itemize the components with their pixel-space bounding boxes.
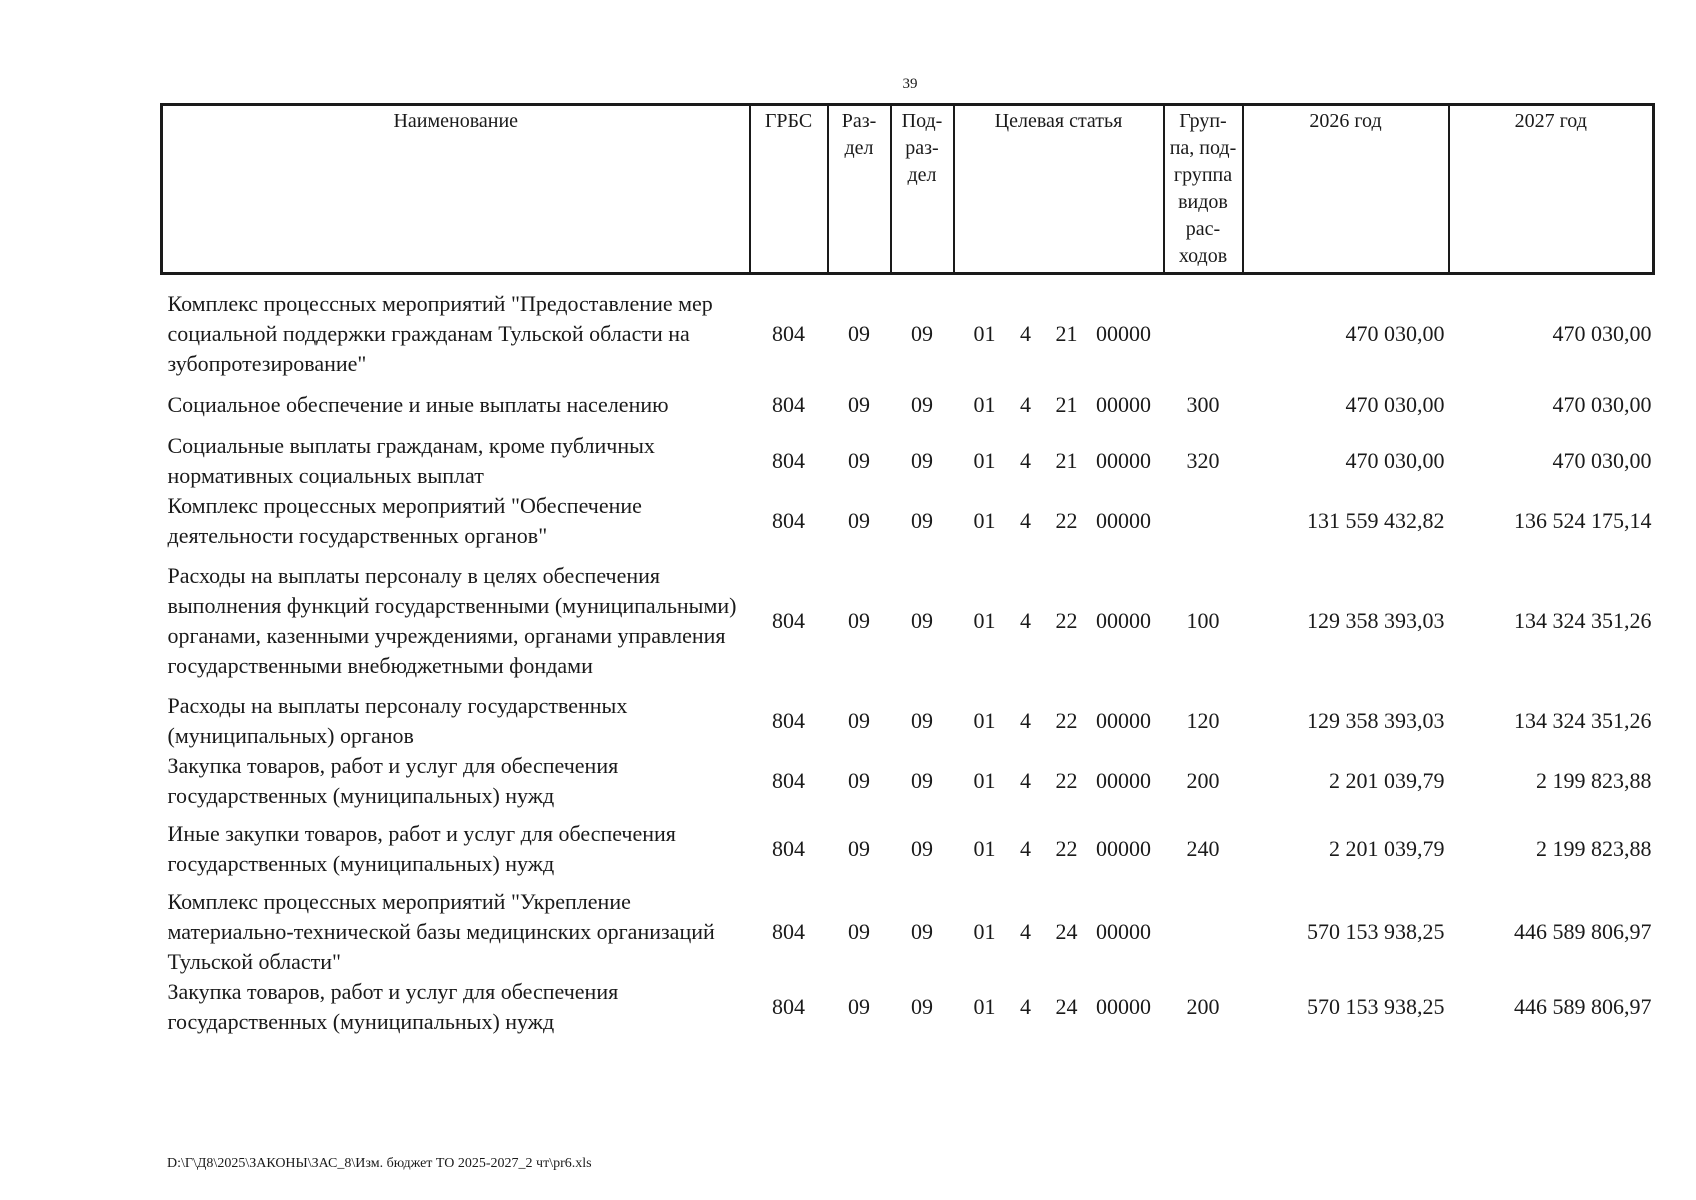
header-target-article: Целевая статья: [954, 105, 1164, 274]
target-type: 4: [1020, 768, 1031, 793]
target-program: 01: [973, 768, 996, 793]
row-expense-group: [1164, 289, 1243, 379]
target-program: 01: [973, 321, 996, 346]
target-element: 22: [1055, 708, 1078, 733]
row-razdel: 09: [848, 836, 870, 861]
row-2026: 2 201 039,79: [1329, 768, 1445, 793]
row-grbs: 804: [772, 994, 805, 1019]
header-2027: 2027 год: [1449, 105, 1654, 274]
target-element: 22: [1055, 768, 1078, 793]
row-target-article: [954, 491, 1164, 551]
budget-table: [160, 103, 1655, 1037]
row-expense-group: 200: [1186, 994, 1220, 1019]
row-name: Иные закупки товаров, работ и услуг для обеспечения государственных (муниципальных) нужд: [167, 821, 676, 876]
target-element: 21: [1055, 321, 1078, 346]
row-2026: 129 358 393,03: [1307, 608, 1445, 633]
row-razdel: 09: [848, 508, 870, 533]
row-razdel: 09: [848, 448, 870, 473]
target-program: 01: [973, 448, 996, 473]
target-direction: 00000: [1096, 608, 1151, 633]
header-razdel: Раз- дел: [828, 105, 891, 274]
row-target-article: [954, 379, 1164, 431]
target-program: 01: [973, 919, 996, 944]
target-type: 4: [1020, 994, 1031, 1019]
row-razdel: 09: [848, 608, 870, 633]
target-type: 4: [1020, 321, 1031, 346]
row-2027: 2 199 823,88: [1536, 836, 1652, 861]
row-expense-group: 200: [1186, 768, 1220, 793]
row-target-article: [954, 551, 1164, 691]
target-element: 21: [1055, 448, 1078, 473]
row-podrazdel: 09: [911, 708, 933, 733]
target-direction: 00000: [1096, 708, 1151, 733]
row-podrazdel: 09: [911, 836, 933, 861]
row-target-article: [954, 811, 1164, 887]
row-target-article: [954, 289, 1164, 379]
row-grbs: 804: [772, 448, 805, 473]
target-program: 01: [973, 708, 996, 733]
row-2027: 470 030,00: [1552, 448, 1652, 473]
row-name: Расходы на выплаты персоналу государственных (муниципальных) органов: [167, 693, 628, 748]
row-2027: 446 589 806,97: [1514, 994, 1652, 1019]
spacer-row: [162, 274, 1654, 290]
row-name: Комплекс процессных мероприятий "Укрепление материально-технической базы медицинских организаций Тульской области": [167, 889, 715, 974]
table-row: [162, 551, 1654, 691]
row-podrazdel: 09: [911, 392, 933, 417]
row-2026: 470 030,00: [1345, 392, 1445, 417]
target-direction: 00000: [1096, 836, 1151, 861]
row-2027: 2 199 823,88: [1536, 768, 1652, 793]
target-program: 01: [973, 508, 996, 533]
target-program: 01: [973, 994, 996, 1019]
row-target-article: [954, 691, 1164, 751]
table-row: [162, 691, 1654, 751]
row-2026: 470 030,00: [1345, 448, 1445, 473]
target-direction: 00000: [1096, 392, 1151, 417]
table-row: [162, 431, 1654, 491]
row-expense-group: [1164, 491, 1243, 551]
row-2026: 2 201 039,79: [1329, 836, 1445, 861]
header-podrazdel: Под- раз- дел: [891, 105, 954, 274]
target-direction: 00000: [1096, 321, 1151, 346]
header-name: Наименование: [162, 105, 750, 274]
row-2026: 570 153 938,25: [1307, 919, 1445, 944]
table-row: [162, 491, 1654, 551]
page-number: 39: [902, 76, 918, 92]
table-row: [162, 887, 1654, 977]
row-podrazdel: 09: [911, 608, 933, 633]
row-name: Закупка товаров, работ и услуг для обеспечения государственных (муниципальных) нужд: [167, 979, 619, 1034]
row-name: Комплекс процессных мероприятий "Предоставление мер социальной поддержки гражданам Тульской области на зубопротезирование": [167, 291, 713, 376]
row-grbs: 804: [772, 919, 805, 944]
row-grbs: 804: [772, 608, 805, 633]
row-name: Социальное обеспечение и иные выплаты населению: [167, 392, 669, 417]
row-podrazdel: 09: [911, 321, 933, 346]
target-type: 4: [1020, 448, 1031, 473]
table-row: [162, 751, 1654, 811]
row-2027: 470 030,00: [1552, 321, 1652, 346]
target-program: 01: [973, 836, 996, 861]
row-expense-group: 100: [1186, 608, 1220, 633]
target-type: 4: [1020, 508, 1031, 533]
row-name: Расходы на выплаты персоналу в целях обеспечения выполнения функций государственными (муниципальными) органами, казенными учреждениями, органами управления государственными внебюджетными фондами: [167, 563, 737, 678]
target-element: 24: [1055, 994, 1078, 1019]
row-2027: 470 030,00: [1552, 392, 1652, 417]
row-razdel: 09: [848, 768, 870, 793]
table-row: [162, 977, 1654, 1037]
row-2027: 136 524 175,14: [1514, 508, 1652, 533]
row-2026: 470 030,00: [1345, 321, 1445, 346]
row-razdel: 09: [848, 708, 870, 733]
row-name: Закупка товаров, работ и услуг для обеспечения государственных (муниципальных) нужд: [167, 753, 619, 808]
row-podrazdel: 09: [911, 768, 933, 793]
table-row: [162, 289, 1654, 379]
row-2026: 129 358 393,03: [1307, 708, 1445, 733]
row-target-article: [954, 977, 1164, 1037]
row-2027: 134 324 351,26: [1514, 708, 1652, 733]
row-grbs: 804: [772, 836, 805, 861]
target-direction: 00000: [1096, 919, 1151, 944]
row-podrazdel: 09: [911, 994, 933, 1019]
row-2026: 131 559 432,82: [1307, 508, 1445, 533]
table-header-row: [162, 105, 1654, 274]
row-expense-group: 300: [1186, 392, 1220, 417]
row-target-article: [954, 751, 1164, 811]
target-direction: 00000: [1096, 448, 1151, 473]
row-name: Комплекс процессных мероприятий "Обеспечение деятельности государственных органов": [167, 493, 642, 548]
target-type: 4: [1020, 708, 1031, 733]
table-row: [162, 811, 1654, 887]
target-program: 01: [973, 392, 996, 417]
row-razdel: 09: [848, 919, 870, 944]
row-target-article: [954, 431, 1164, 491]
row-2027: 134 324 351,26: [1514, 608, 1652, 633]
target-direction: 00000: [1096, 994, 1151, 1019]
row-expense-group: [1164, 887, 1243, 977]
row-grbs: 804: [772, 508, 805, 533]
target-program: 01: [973, 608, 996, 633]
row-razdel: 09: [848, 321, 870, 346]
target-element: 22: [1055, 836, 1078, 861]
row-name: Социальные выплаты гражданам, кроме публичных нормативных социальных выплат: [167, 433, 655, 488]
header-2026: 2026 год: [1243, 105, 1449, 274]
row-grbs: 804: [772, 392, 805, 417]
target-element: 22: [1055, 608, 1078, 633]
target-type: 4: [1020, 919, 1031, 944]
target-direction: 00000: [1096, 768, 1151, 793]
header-expense-group: Груп- па, под- группа видов рас- ходов: [1164, 105, 1243, 274]
row-podrazdel: 09: [911, 919, 933, 944]
table-row: [162, 379, 1654, 431]
target-element: 21: [1055, 392, 1078, 417]
row-expense-group: 240: [1186, 836, 1220, 861]
target-type: 4: [1020, 608, 1031, 633]
row-razdel: 09: [848, 392, 870, 417]
row-podrazdel: 09: [911, 448, 933, 473]
target-type: 4: [1020, 836, 1031, 861]
row-expense-group: 120: [1186, 708, 1220, 733]
target-element: 24: [1055, 919, 1078, 944]
row-podrazdel: 09: [911, 508, 933, 533]
row-grbs: 804: [772, 708, 805, 733]
row-grbs: 804: [772, 321, 805, 346]
row-2027: 446 589 806,97: [1514, 919, 1652, 944]
row-2026: 570 153 938,25: [1307, 994, 1445, 1019]
header-grbs: ГРБС: [750, 105, 828, 274]
target-element: 22: [1055, 508, 1078, 533]
row-grbs: 804: [772, 768, 805, 793]
target-type: 4: [1020, 392, 1031, 417]
row-expense-group: 320: [1186, 448, 1220, 473]
footer-file-path: D:\Г\Д8\2025\ЗАКОНЫ\ЗАС_8\Изм. бюджет ТО 2025-2027_2 чт\pr6.xls: [167, 1156, 592, 1171]
row-razdel: 09: [848, 994, 870, 1019]
target-direction: 00000: [1096, 508, 1151, 533]
row-target-article: [954, 887, 1164, 977]
